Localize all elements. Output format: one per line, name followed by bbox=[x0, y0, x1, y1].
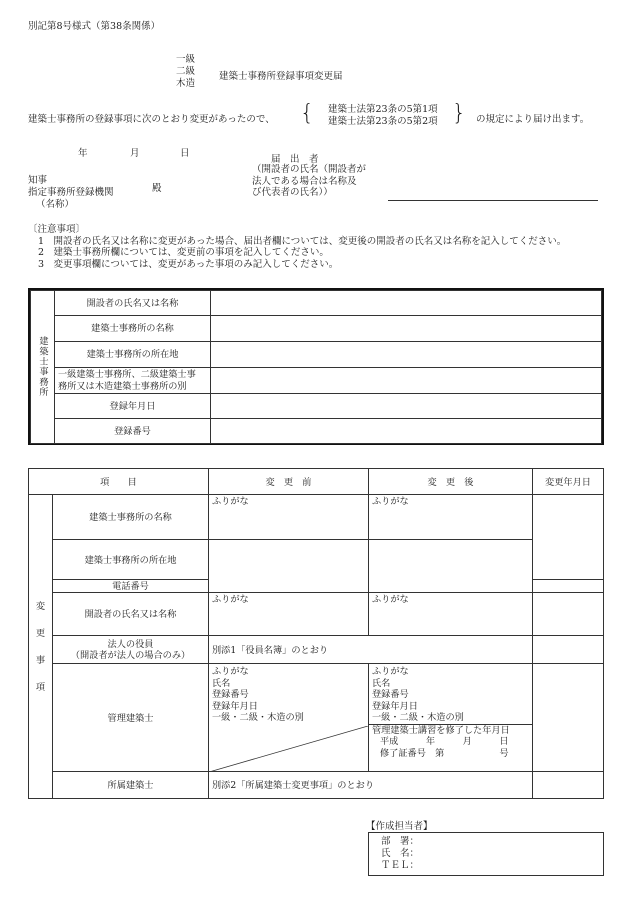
furigana-label: ふりがな bbox=[212, 496, 249, 507]
diagonal-strike bbox=[209, 726, 368, 772]
manager-after-furigana: ふりがな bbox=[372, 666, 409, 677]
date-day: 日 bbox=[180, 148, 190, 159]
form-title: 建築士事務所登録事項変更届 bbox=[219, 71, 343, 82]
law-ref-1: 建築士法第23条の5第1項 bbox=[328, 104, 438, 115]
course-cert-number: 修了証番号 第 号 bbox=[380, 747, 509, 759]
side-char-4: 項 bbox=[35, 682, 46, 693]
addressee-honorific: 殿 bbox=[152, 183, 162, 194]
signature-line[interactable] bbox=[388, 200, 598, 201]
manager-after-regno: 登録番号 bbox=[372, 689, 409, 700]
change-founder-date[interactable] bbox=[533, 593, 604, 636]
change-affiliated-value: 別添2「所属建築士変更事項」のとおり bbox=[209, 772, 533, 799]
change-manager-label: 管理建築士 bbox=[53, 664, 209, 772]
change-manager-after[interactable] bbox=[369, 664, 533, 772]
manager-before-name: 氏名 bbox=[212, 677, 231, 689]
furigana-label: ふりがな bbox=[372, 594, 409, 605]
change-officers-date[interactable] bbox=[533, 636, 604, 664]
note-item-3: 3 変更事項欄については、変更があった事項のみ記入してください。 bbox=[38, 258, 339, 270]
notes-heading: 〔注意事項〕 bbox=[28, 224, 86, 235]
officers-line-2: （開設者が法人の場合のみ） bbox=[70, 650, 191, 661]
note-item-2: 2 建築士事務所欄については、変更前の事項を記入してください。 bbox=[38, 247, 329, 258]
furigana-label: ふりがな bbox=[212, 594, 249, 605]
change-officers-label bbox=[53, 636, 209, 664]
office-row-name-value[interactable] bbox=[211, 316, 602, 342]
manager-before-furigana: ふりがな bbox=[212, 666, 249, 677]
change-office-name-date[interactable] bbox=[533, 495, 604, 580]
manager-after-name: 氏名 bbox=[372, 677, 391, 689]
law-references bbox=[328, 104, 438, 127]
change-manager-before[interactable] bbox=[209, 664, 369, 772]
form-number: 別記第8号様式（第38条関係） bbox=[28, 21, 161, 32]
law-ref-2: 建築士法第23条の5第2項 bbox=[328, 115, 438, 127]
office-row-address-label: 建築士事務所の所在地 bbox=[55, 342, 211, 368]
applicant-title: 届 出 者 bbox=[271, 154, 319, 165]
change-officers-value: 別添1「役員名簿」のとおり bbox=[209, 636, 533, 664]
office-row-date-value[interactable] bbox=[211, 394, 602, 419]
notes-section bbox=[28, 224, 566, 270]
office-side-label: 建築士事務所 bbox=[31, 291, 55, 444]
addressee-name: （名称） bbox=[36, 199, 75, 210]
office-row-number-value[interactable] bbox=[211, 419, 602, 444]
office-row-name-label: 建築士事務所の名称 bbox=[55, 316, 211, 342]
header-item: 項 目 bbox=[29, 469, 209, 495]
change-affiliated-date[interactable] bbox=[533, 772, 604, 799]
office-row-number-label: 登録番号 bbox=[55, 419, 211, 444]
office-row-type-label bbox=[55, 368, 211, 394]
contact-box[interactable] bbox=[368, 832, 604, 876]
header-date: 変更年月日 bbox=[533, 469, 604, 495]
brace-right: } bbox=[452, 101, 466, 126]
applicant-note-3: び代表者の氏名）） bbox=[252, 187, 333, 198]
change-founder-after[interactable] bbox=[369, 593, 533, 636]
applicant-note-1: （開設者の氏名（開設者が bbox=[252, 164, 367, 175]
addressee-agency: 指定事務所登録機関 bbox=[28, 187, 114, 198]
header-after: 変 更 後 bbox=[369, 469, 533, 495]
header-before: 変 更 前 bbox=[209, 469, 369, 495]
side-char-2: 更 bbox=[35, 628, 46, 639]
change-phone-label: 電話番号 bbox=[53, 580, 209, 593]
change-office-address-label: 建築士事務所の所在地 bbox=[53, 540, 209, 580]
course-date-label: 管理建築士講習を修了した年月日 bbox=[372, 724, 510, 736]
grade-list bbox=[176, 54, 195, 90]
addressee-governor: 知事 bbox=[28, 175, 48, 186]
note-item-1: 1 開設者の氏名又は名称に変更があった場合、届出者欄については、変更後の開設者の氏名又は名称を記入してください。 bbox=[38, 235, 567, 247]
grade-second: 二級 bbox=[176, 66, 196, 77]
grade-wood: 木造 bbox=[176, 78, 196, 89]
furigana-label: ふりがな bbox=[372, 496, 409, 507]
officers-line-1: 法人の役員 bbox=[107, 638, 154, 650]
contact-heading: 【作成担当者】 bbox=[366, 821, 433, 832]
change-phone-date[interactable] bbox=[533, 580, 604, 593]
date-year: 年 bbox=[78, 148, 88, 159]
manager-before-regno: 登録番号 bbox=[212, 689, 249, 700]
change-founder-label: 開設者の氏名又は名称 bbox=[53, 593, 209, 636]
contact-name: 氏 名： bbox=[381, 848, 420, 859]
change-office-address-before[interactable] bbox=[209, 540, 369, 593]
side-char-1: 変 bbox=[35, 601, 46, 612]
contact-department: 部 署： bbox=[381, 836, 420, 847]
change-manager-date[interactable] bbox=[533, 664, 604, 772]
change-table bbox=[28, 468, 604, 799]
side-char-3: 事 bbox=[35, 655, 46, 666]
manager-before-grade: 一級・二級・木造の別 bbox=[212, 712, 304, 723]
change-office-name-after[interactable] bbox=[369, 495, 533, 540]
office-row-type-line-2: 務所又は木造建築士事務所の別 bbox=[58, 380, 187, 392]
intro-suffix: の規定により届け出ます。 bbox=[476, 114, 590, 125]
office-row-date-label: 登録年月日 bbox=[55, 394, 211, 419]
change-office-name-label: 建築士事務所の名称 bbox=[53, 495, 209, 540]
office-table bbox=[28, 288, 604, 445]
intro-text: 建築士事務所の登録事項に次のとおり変更があったので、 bbox=[28, 114, 275, 125]
manager-before-regdate: 登録年月日 bbox=[212, 700, 258, 712]
change-side-label bbox=[29, 495, 53, 799]
change-founder-before[interactable] bbox=[209, 593, 369, 636]
applicant-note-2: 法人である場合は名称及 bbox=[252, 175, 357, 187]
office-row-founder-label: 開設者の氏名又は名称 bbox=[55, 291, 211, 316]
date-month: 月 bbox=[130, 148, 140, 159]
change-office-address-after[interactable] bbox=[369, 540, 533, 593]
office-row-type-value[interactable] bbox=[211, 368, 602, 394]
course-date-value: 平成 年 月 日 bbox=[380, 736, 509, 747]
office-row-type-line-1: 一級建築士事務所、二級建築士事 bbox=[58, 369, 196, 380]
change-office-name-before[interactable] bbox=[209, 495, 369, 540]
brace-left: { bbox=[300, 101, 314, 126]
applicant-note bbox=[252, 164, 366, 199]
change-affiliated-label: 所属建築士 bbox=[53, 772, 209, 799]
manager-after-grade: 一級・二級・木造の別 bbox=[369, 712, 532, 725]
grade-first: 一級 bbox=[176, 54, 196, 65]
office-row-founder-value[interactable] bbox=[211, 291, 602, 316]
contact-phone: ＴＥＬ： bbox=[381, 860, 420, 871]
manager-after-regdate: 登録年月日 bbox=[372, 700, 418, 712]
office-row-address-value[interactable] bbox=[211, 342, 602, 368]
